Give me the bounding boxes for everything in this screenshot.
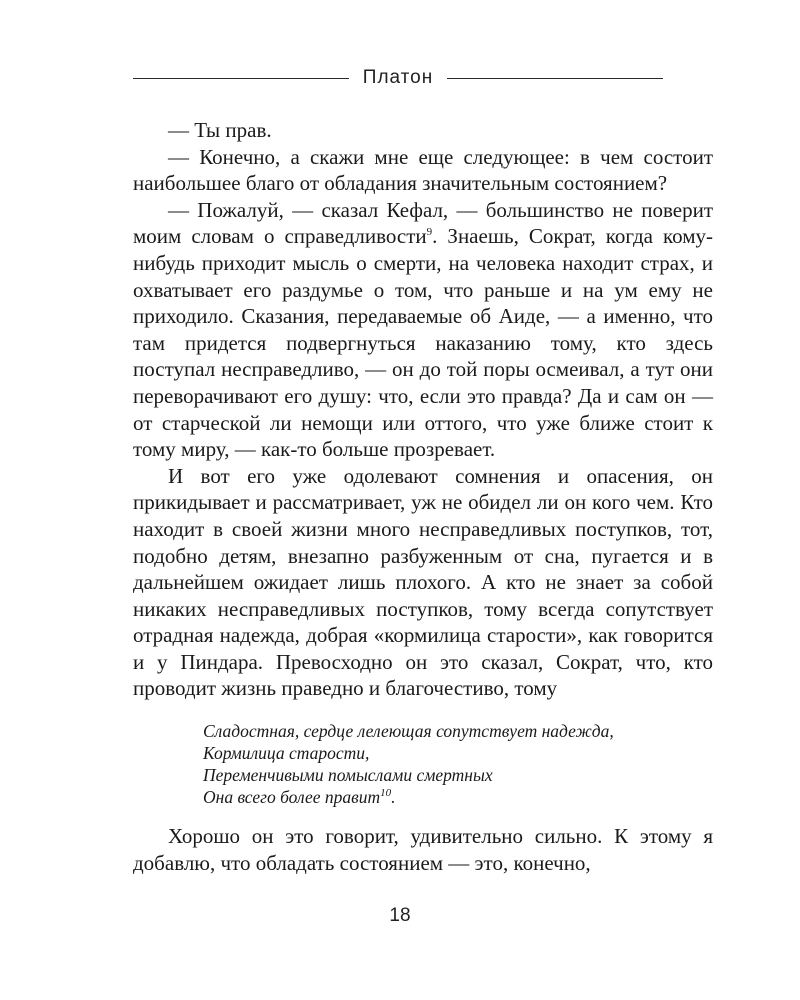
poem-line: Кормилица старости, [203,743,370,764]
poem-line-text: Она всего более правит [203,787,381,808]
paragraph-text: . Знаешь, Сократ, когда кому-нибудь приходит мысль о смерти, на человека находит страх, и охватывает его раздумье о том, что раньше и на ум ему не приходило. Сказания, передаваемые об Аиде, — а именно, что там придется подвергнуться наказанию тому, кто здесь поступал несправедливо, — он до той поры осмеивал, а тут они переворачивают его душу: что, если это правда? Да и сам он — от старческой ли немощи или оттого, что уже ближе стоит к тому миру, — как-то больше прозревает. [133,224,714,462]
running-header [133,66,663,90]
paragraph: И вот его уже одолевают сомнения и опасения, он прикидывает и рассматривает, уж не обидел ли он кого чем. Кто находит в своей жизни много несправедливых поступков, тот, подобно детям, внезапно разбуженным от сна, пугается и в дальнейшем ожидает лишь плохого. А кто не знает за собой никаких несправедливых поступков, тому всегда сопутствует отрадная надежда, добрая «кормилица старости», как говорится и у Пиндара. Превосходно он это сказал, Сократ, что, кто проводит жизнь праведно и благочестиво, тому [133,463,713,701]
header-rule-right [447,78,663,79]
paragraph-text: — Пожалуй, — сказал Кефал, — большинство не поверит моим словам о справедливости [133,197,713,249]
poem-line: Она всего более правит$^{10}$. [203,787,396,808]
footnote-marker: 10 [380,787,392,800]
footnote-marker: 9 [426,226,433,239]
poem-line: Сладостная, сердце лелеющая сопутствует надежда, [203,721,614,742]
page-body [133,117,713,876]
poem-quote [203,720,713,808]
paragraph: — Ты прав. [168,118,272,142]
header-rule-left [133,78,349,79]
paragraph: Хорошо он это говорит, удивительно сильно. К этому я добавлю, что обладать состоянием — это, конечно, [133,824,713,875]
paragraph: — Конечно, а скажи мне еще следующее: в чем состоит наибольшее благо от обладания значительным состоянием? [133,144,713,196]
paragraph [133,197,713,463]
page-number: 18 [389,905,411,926]
poem-line: Переменчивыми помыслами смертных [203,765,493,786]
header-title: Платон [362,67,434,88]
